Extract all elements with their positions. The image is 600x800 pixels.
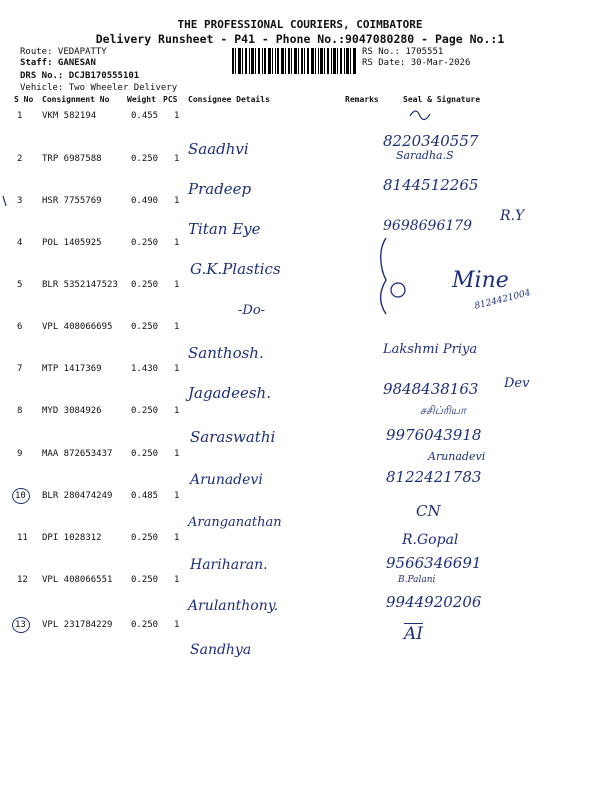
col-consignment: Consignment No <box>42 95 110 104</box>
consignee-handwritten: Pradeep <box>188 180 252 198</box>
phone-handwritten: 8122421783 <box>386 468 482 486</box>
circle-mark <box>391 283 405 297</box>
row-weight: 0.250 <box>131 449 159 459</box>
signature-handwritten: R.Y <box>500 208 525 224</box>
row-consignment-no: VPL 408066551 <box>42 575 113 585</box>
row-consignment-no: TRP 6987588 <box>42 154 102 164</box>
phone-handwritten: 8220340557 <box>383 132 479 150</box>
row-pcs: 1 <box>174 449 180 459</box>
consignee-handwritten: Arulanthony. <box>188 598 279 614</box>
phone-handwritten: 9698696179 <box>383 218 473 234</box>
consignee-handwritten: -Do- <box>238 303 266 318</box>
route-label: Route: VEDAPATTY <box>20 47 107 57</box>
row-sno: 11 <box>17 533 28 543</box>
row-consignment-no: MAA 872653437 <box>42 449 113 459</box>
row-consignment-no: DPI 1028312 <box>42 533 102 543</box>
row-pcs: 1 <box>174 238 180 248</box>
signature-handwritten: R.Gopal <box>402 532 459 548</box>
row-weight: 0.250 <box>131 620 159 630</box>
signature-handwritten: $\overline{AI}$ <box>404 624 423 644</box>
consignee-handwritten: Hariharan. <box>190 557 268 573</box>
phone-handwritten: 8124421004 <box>473 288 532 312</box>
row-sno: 5 <box>17 280 23 290</box>
row-sno: 10 <box>15 491 26 501</box>
row-pcs: 1 <box>174 364 180 374</box>
row-pcs: 1 <box>174 575 180 585</box>
row-sno: 7 <box>17 364 23 374</box>
row-weight: 0.490 <box>131 196 159 206</box>
signature-handwritten: Dev <box>504 376 530 391</box>
row-sno: 6 <box>17 322 23 332</box>
col-sno: S No <box>14 95 34 104</box>
row-weight: 0.250 <box>131 322 159 332</box>
signature-handwritten: Mine <box>452 268 509 293</box>
row-weight: 0.250 <box>131 154 159 164</box>
rs-date: RS Date: 30-Mar-2026 <box>362 58 471 68</box>
row-pcs: 1 <box>174 491 180 501</box>
signature-handwritten: Saradha.S <box>396 149 454 162</box>
row-pcs: 1 <box>174 620 180 630</box>
row-sno: 12 <box>17 575 28 585</box>
drs-label: DRS No.: DCJB170555101 <box>20 71 140 81</box>
row-pcs: 1 <box>174 280 180 290</box>
signature-handwritten: Lakshmi Priya <box>383 342 478 357</box>
phone-handwritten: 8144512265 <box>383 176 479 194</box>
row-consignment-no: MTP 1417369 <box>42 364 102 374</box>
col-weight: Weight <box>127 95 156 104</box>
consignee-handwritten: Saadhvi <box>188 140 249 158</box>
row-weight: 0.250 <box>131 238 159 248</box>
runsheet-subtitle: Delivery Runsheet - P41 - Phone No.:9047080280 - Page No.:1 <box>95 32 505 46</box>
consignee-handwritten: Sandhya <box>190 642 252 658</box>
phone-handwritten: 9848438163 <box>383 380 479 398</box>
row-pcs: 1 <box>174 322 180 332</box>
row-pcs: 1 <box>174 196 180 206</box>
row-consignment-no: VPL 408066695 <box>42 322 113 332</box>
phone-handwritten: 9944920206 <box>386 593 482 611</box>
row-weight: 0.485 <box>131 491 159 501</box>
row-consignment-no: POL 1405925 <box>42 238 102 248</box>
signature-scribble <box>410 111 430 120</box>
row-sno: 8 <box>17 406 23 416</box>
col-remarks: Remarks <box>345 95 379 104</box>
bracket-mark <box>381 238 386 314</box>
consignee-handwritten: G.K.Plastics <box>190 260 281 278</box>
row-pcs: 1 <box>174 111 180 121</box>
row-consignment-no: MYD 3084926 <box>42 406 102 416</box>
consignee-handwritten: Arunadevi <box>190 472 263 488</box>
consignee-handwritten: Saraswathi <box>190 428 276 446</box>
row-weight: 0.250 <box>131 575 159 585</box>
row-sno: 1 <box>17 111 23 121</box>
consignee-handwritten: Jagadeesh. <box>188 384 271 402</box>
row-sno: 13 <box>15 620 26 630</box>
col-seal-signature: Seal & Signature <box>403 95 481 104</box>
row-weight: 0.250 <box>131 406 159 416</box>
rs-number: RS No.: 1705551 <box>362 47 444 57</box>
vehicle-label: Vehicle: Two Wheeler Delivery <box>20 83 178 93</box>
row-weight: 0.250 <box>131 533 159 543</box>
row-sno: 3 <box>17 196 23 206</box>
signature-handwritten: சசிப்ரியா <box>420 404 466 417</box>
consignee-handwritten: Aranganathan <box>188 515 282 530</box>
col-consignee: Consignee Details <box>188 95 270 104</box>
company-title: THE PROFESSIONAL COURIERS, COIMBATORE <box>177 18 423 31</box>
phone-handwritten: 9566346691 <box>386 554 482 572</box>
signature-handwritten: CN <box>416 502 441 520</box>
row-consignment-no: BLR 5352147523 <box>42 280 118 290</box>
row-pcs: 1 <box>174 533 180 543</box>
row-consignment-no: BLR 280474249 <box>42 491 113 501</box>
row-sno: 4 <box>17 238 23 248</box>
signature-handwritten: Arunadevi <box>428 450 486 463</box>
row-sno: 2 <box>17 154 23 164</box>
col-pcs: PCS <box>163 95 178 104</box>
row-consignment-no: VKM 582194 <box>42 111 97 121</box>
row-pcs: 1 <box>174 406 180 416</box>
consignee-handwritten: Santhosh. <box>188 344 264 362</box>
phone-handwritten: 9976043918 <box>386 426 482 444</box>
row-weight: 0.250 <box>131 280 159 290</box>
margin-mark <box>3 196 6 206</box>
row-consignment-no: HSR 7755769 <box>42 196 102 206</box>
staff-label: Staff: GANESAN <box>20 58 96 68</box>
row-weight: 1.430 <box>131 364 159 374</box>
row-consignment-no: VPL 231784229 <box>42 620 113 630</box>
row-weight: 0.455 <box>131 111 159 121</box>
consignee-handwritten: Titan Eye <box>188 220 261 238</box>
signature-handwritten: B.Palani <box>398 575 436 585</box>
row-pcs: 1 <box>174 154 180 164</box>
row-sno: 9 <box>17 449 23 459</box>
